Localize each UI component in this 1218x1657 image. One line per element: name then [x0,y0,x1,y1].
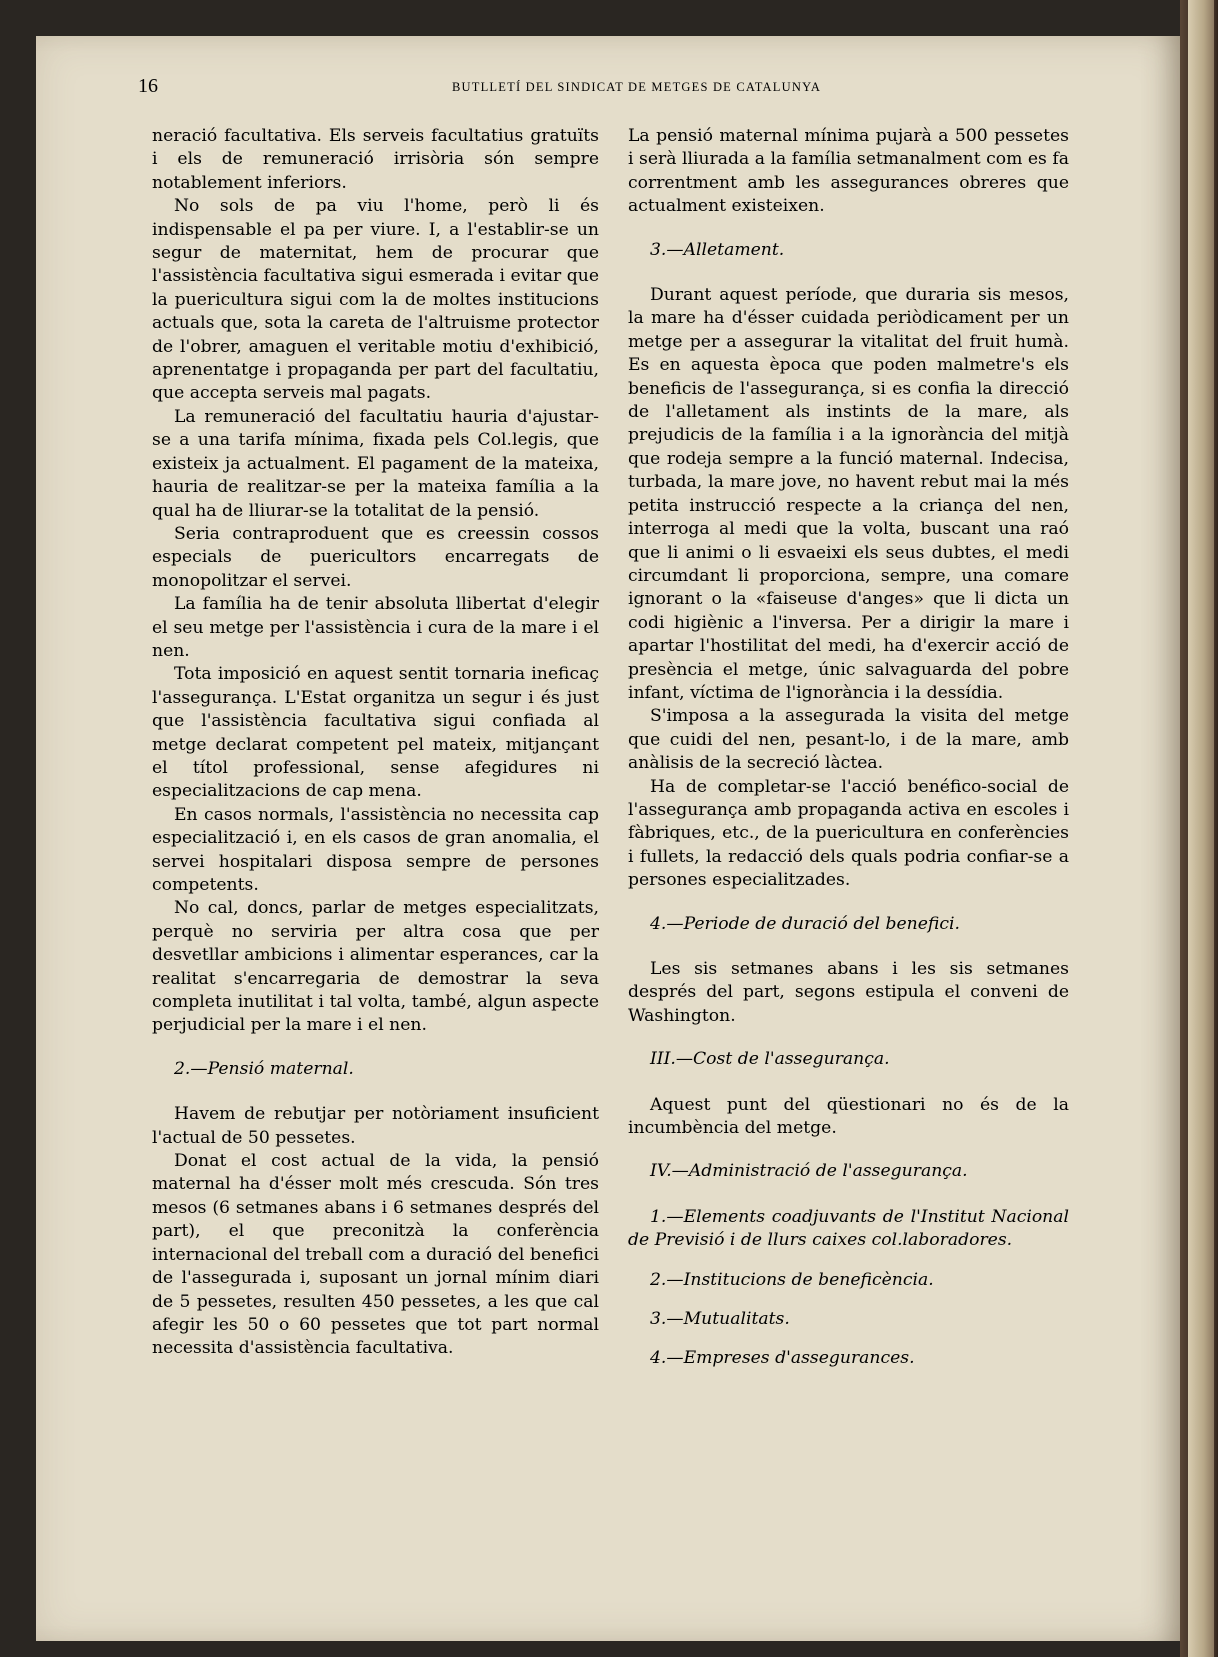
list-item: 1.—Elements coadjuvants de l'Institut Nacional de Previsió i de llurs caixes col.laboradores. [628,1206,1069,1251]
paragraph: Les sis setmanes abans i les sis setmanes després del part, segons estipula el conveni de Washington. [628,959,1069,1026]
left-column [152,125,599,1361]
section-heading: IV.—Administració de l'assegurança. [650,1161,968,1182]
paragraph: En casos normals, l'assistència no necessita cap especialització i, en els casos de gran anomalia, el servei hospitalari disposa sempre de persones competents. [152,804,599,895]
paragraph: Donat el cost actual de la vida, la pensió maternal ha d'ésser molt més crescuda. Són tres mesos (6 setmanes abans i 6 setmanes després del part), el que preconitzà la conferència internacional del treball com a duració del benefici de l'assegurada i, suposant un jornal mínim diari de 5 pessetes, resulten 450 pessetes, a les que cal afegir les 50 o 60 pessetes que tot part normal necessita d'assistència facultativa. [152,1151,599,1359]
list-item: 4.—Empreses d'assegurances. [650,1348,915,1369]
paragraph: No sols de pa viu l'home, però li és indispensable el pa per viure. I, a l'establir-se un segur de maternitat, hem de procurar que l'assistència facultativa sigui esmerada i evitar que la puericultura sigui com la de moltes institucions actuals que, sota la careta de l'altruisme protector de l'obrer, amaguen el veritable motiu d'exhibició, aprenentatge i propaganda per part del facultatiu, que accepta serveis mal pagats. [152,196,599,404]
paragraph: neració facultativa. Els serveis facultatius gratuïts i els de remuneració irrisòria són sempre notablement inferiors. [152,126,599,193]
paragraph: La pensió maternal mínima pujarà a 500 pessetes i serà lliurada a la família setmanalment com es fa correntment amb les assegurances obreres que actualment existeixen. [628,126,1069,217]
paragraph: No cal, doncs, parlar de metges especialitzats, perquè no serviria per altra cosa que per desvetllar ambicions i alimentar esperances, car la realitat s'encarregaria de demostrar la seva completa inutilitat i tal volta, també, algun aspecte perjudicial per la mare i el nen. [152,898,599,1036]
paragraph: Durant aquest període, que duraria sis mesos, la mare ha d'ésser cuidada periòdicament per un metge per a assegurar la vitalitat del fruit humà. Es en aquesta època que poden malmetre's els beneficis de l'assegurança, si es confia la direcció de l'alletament als instints de la mare, als prejudicis de la família i a la ignorància del mitjà que rodeja sempre a la funció maternal. Indecisa, turbada, la mare jove, no havent rebut mai la més petita instrucció respecte a la criança del nen, interroga al medi que la volta, buscant una raó que li animi o li esvaeixi els seus dubtes, el medi circumdant li proporciona, sempre, una comare ignorant o la «faiseuse d'anges» que li dicta un codi higiènic a l'inversa. Per a dirigir la mare i apartar l'hostilitat del medi, ha d'exercir acció de presència el metge, únic salvaguarda del pobre infant, víctima de l'ignorància i la dessídia. [628,285,1069,703]
paragraph: Tota imposició en aquest sentit tornaria ineficaç l'assegurança. L'Estat organitza un segur i és just que l'assistència facultativa sigui confiada al metge declarat competent pel mateix, mitjançant el títol professional, sense afegidures ni especialitzacions de cap mena. [152,664,599,802]
section-heading: 4.—Periode de duració del benefici. [650,913,960,934]
page-header [138,75,908,99]
paragraph: Aquest punt del qüestionari no és de la incumbència del metge. [628,1094,1069,1139]
section-heading: 3.—Alletament. [650,239,785,260]
section-heading: III.—Cost de l'assegurança. [650,1049,890,1070]
section-heading: 2.—Pensió maternal. [174,1058,354,1079]
paragraph: La remuneració del facultatiu hauria d'ajustar-se a una tarifa mínima, fixada pels Col.legis, que existeix ja actualment. El pagament de la mateixa, hauria de realitzar-se per la mateixa família a la qual ha de lliurar-se la totalitat de la pensió. [152,406,599,521]
running-title: BUTLLETÍ DEL SINDICAT DE METGES DE CATALUNYA [452,80,822,94]
book-binding [1180,0,1218,1657]
paragraph: Seria contraproduent que es creessin cossos especials de puericultors encarregats de monopolitzar el servei. [152,523,599,591]
paragraph: La família ha de tenir absoluta llibertat d'elegir el seu metge per l'assistència i cura de la mare i el nen. [152,594,599,661]
paragraph: S'imposa a la assegurada la visita del metge que cuidi del nen, pesant-lo, i de la mare, amb anàlisis de la secreció làctea. [628,706,1069,774]
list-item: 2.—Institucions de beneficència. [650,1269,934,1290]
list-item: 3.—Mutualitats. [650,1309,790,1330]
paragraph: Havem de rebutjar per notòriament insuficient l'actual de 50 pessetes. [152,1104,599,1148]
page-number: 16 [138,75,158,97]
paragraph: Ha de completar-se l'acció benéfico-social de l'assegurança amb propaganda activa en escoles i fàbriques, etc., de la puericultura en conferències i fullets, la redacció dels quals podria confiar-se a persones especialitzades. [628,776,1069,891]
right-column [628,125,1069,1387]
